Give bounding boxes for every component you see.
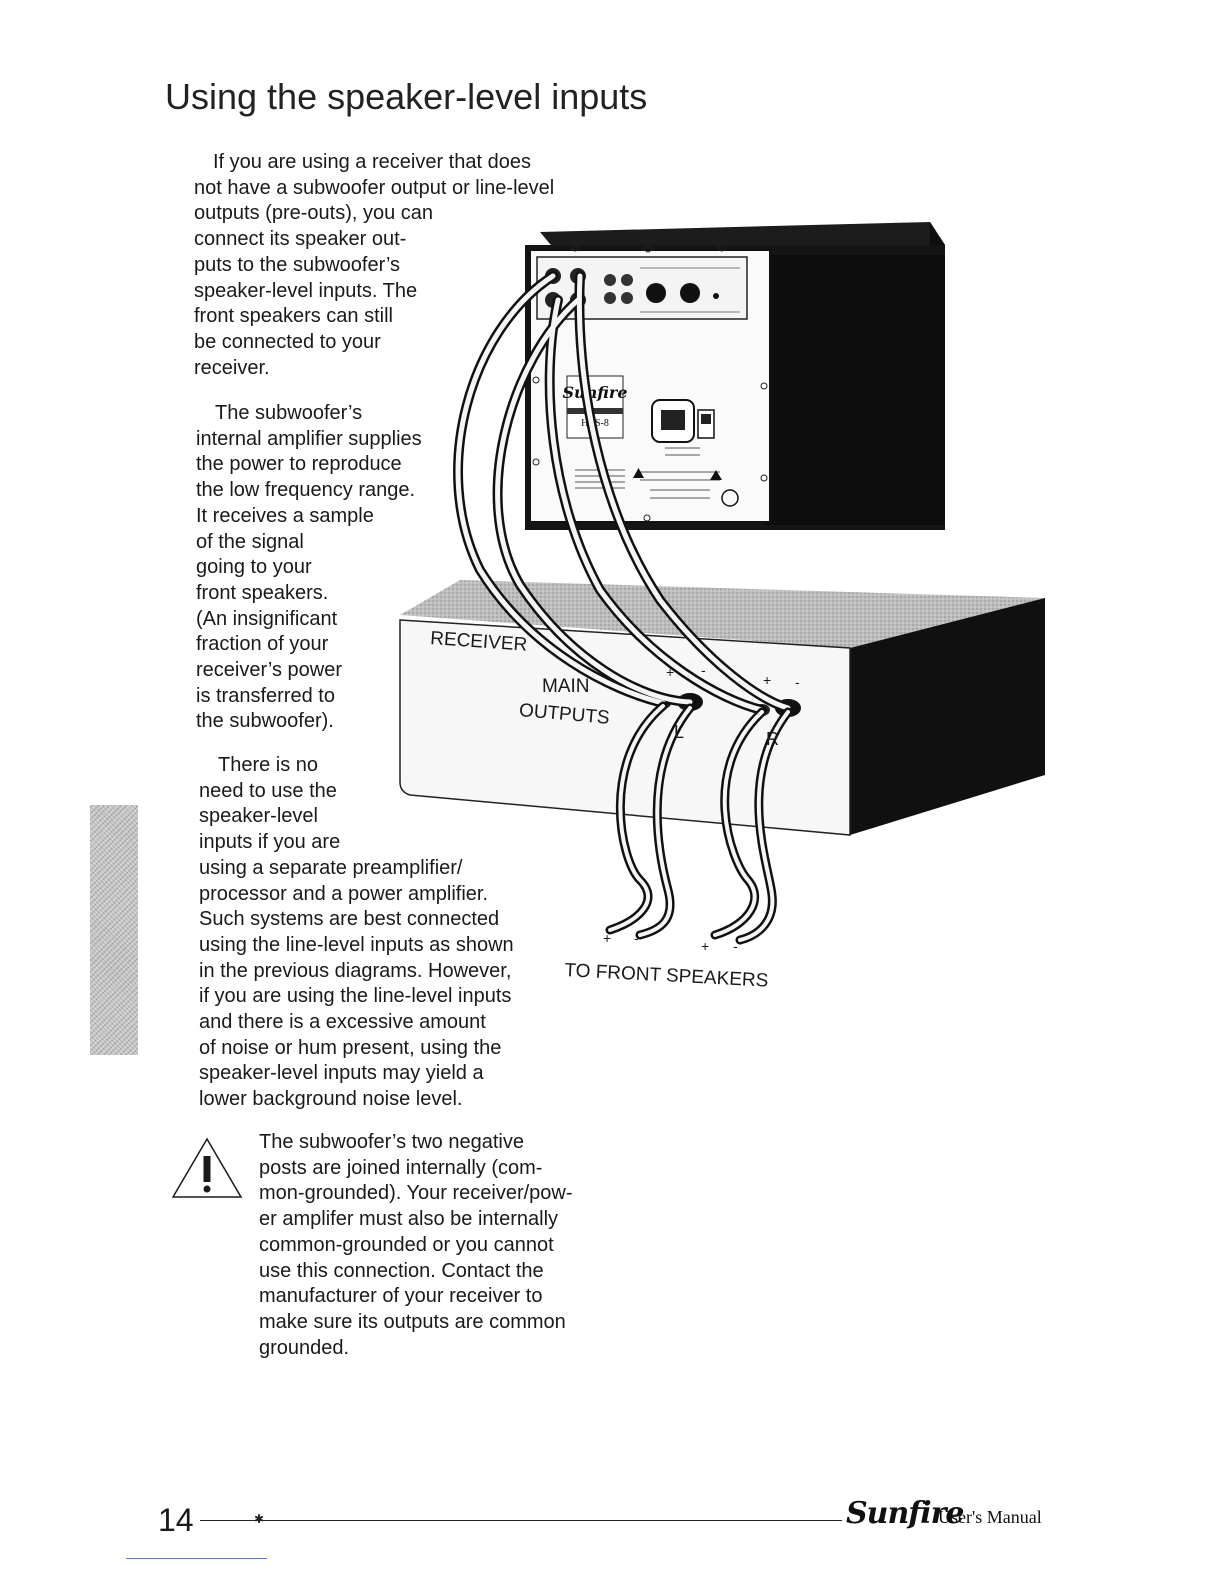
text-line: going to your bbox=[196, 556, 312, 579]
text-line: need to use the bbox=[199, 779, 337, 802]
page-title: Using the speaker-level inputs bbox=[165, 76, 648, 117]
text-line: speaker-level inputs. The bbox=[194, 279, 418, 302]
text-line: front speakers can still bbox=[194, 305, 393, 328]
text-line: puts to the subwoofer’s bbox=[194, 253, 401, 276]
text-line: internal amplifier supplies bbox=[196, 427, 422, 450]
text-line: is transferred to bbox=[196, 684, 335, 707]
main-outputs-label: MAIN bbox=[542, 676, 590, 697]
text-line: speaker-level inputs may yield a bbox=[199, 1062, 484, 1085]
text-line: outputs (pre-outs), you can bbox=[194, 202, 434, 225]
main-outputs-label-line2: OUTPUTS bbox=[518, 700, 611, 729]
warning-icon bbox=[170, 1136, 244, 1200]
left-channel-label: L bbox=[674, 722, 685, 742]
text-line: in the previous diagrams. However, bbox=[199, 959, 512, 982]
amplifier-paragraph bbox=[196, 401, 422, 735]
receiver-label: RECEIVER bbox=[429, 628, 528, 656]
text-line: grounded. bbox=[259, 1336, 350, 1359]
text-line: manufacturer of your receiver to bbox=[259, 1285, 543, 1308]
to-front-speakers-label: TO FRONT SPEAKERS bbox=[563, 960, 769, 992]
text-line: It receives a sample bbox=[196, 504, 374, 527]
text-line: receiver. bbox=[194, 356, 270, 379]
text-line: using the line-level inputs as shown bbox=[199, 933, 514, 956]
text-line: be connected to your bbox=[194, 330, 381, 353]
text-line: if you are using the line-level inputs bbox=[199, 985, 512, 1008]
polarity-plus: + bbox=[701, 938, 710, 954]
manual-label: User's Manual bbox=[938, 1507, 1042, 1527]
badge-brand: Sunfire bbox=[562, 383, 628, 402]
text-line: Such systems are best connected bbox=[199, 908, 500, 931]
text-line: mon-grounded). Your receiver/pow- bbox=[259, 1182, 573, 1205]
polarity-minus: - bbox=[733, 938, 738, 954]
text-line: The subwoofer’s bbox=[215, 402, 363, 424]
text-line: make sure its outputs are common bbox=[259, 1310, 566, 1333]
text-line: fraction of your bbox=[196, 633, 329, 656]
polarity-plus: + bbox=[666, 664, 675, 680]
page-edge-mark bbox=[126, 1558, 267, 1559]
footer-rule bbox=[200, 1520, 842, 1521]
polarity-minus: - bbox=[795, 674, 800, 690]
text-line: common-grounded or you cannot bbox=[259, 1233, 554, 1256]
text-line: inputs if you are bbox=[199, 831, 341, 854]
warning-paragraph bbox=[259, 1130, 573, 1361]
text-line: speaker-level bbox=[199, 805, 318, 828]
section-thumb-tab bbox=[90, 805, 138, 1055]
polarity-minus: - bbox=[634, 930, 639, 946]
text-line: processor and a power amplifier. bbox=[199, 882, 489, 905]
wiring-diagram bbox=[395, 210, 1055, 1000]
text-line: of noise or hum present, using the bbox=[199, 1036, 502, 1059]
text-line: the power to reproduce bbox=[196, 453, 402, 476]
polarity-plus: + bbox=[603, 930, 612, 946]
text-line: front speakers. bbox=[196, 581, 329, 604]
text-line: receiver’s power bbox=[196, 659, 342, 682]
polarity-minus: - bbox=[701, 662, 706, 678]
page-number: 14 bbox=[158, 1502, 194, 1538]
badge-model: HRS-8 bbox=[581, 418, 609, 429]
text-line: If you are using a receiver that does bbox=[213, 151, 531, 173]
text-line: lower background noise level. bbox=[199, 1088, 463, 1111]
right-channel-label: R bbox=[766, 729, 779, 749]
text-line: the low frequency range. bbox=[196, 479, 416, 502]
text-line: and there is a excessive amount bbox=[199, 1011, 486, 1034]
text-line: connect its speaker out- bbox=[194, 228, 407, 251]
polarity-plus: + bbox=[763, 672, 772, 688]
text-line: posts are joined internally (com- bbox=[259, 1156, 543, 1179]
text-line: using a separate preamplifier/ bbox=[199, 856, 463, 879]
text-line: (An insignificant bbox=[196, 607, 338, 630]
text-line: er amplifer must also be internally bbox=[259, 1208, 559, 1231]
text-line: the subwoofer). bbox=[196, 710, 334, 733]
text-line: The subwoofer’s two negative bbox=[259, 1131, 524, 1153]
text-line: not have a subwoofer output or line-level bbox=[194, 176, 555, 199]
text-line: There is no bbox=[218, 754, 319, 776]
footer-star-icon: ✱ bbox=[254, 1512, 265, 1526]
text-line: use this connection. Contact the bbox=[259, 1259, 544, 1282]
brand-logo: Sunfire bbox=[846, 1496, 964, 1531]
text-line: of the signal bbox=[196, 530, 304, 553]
